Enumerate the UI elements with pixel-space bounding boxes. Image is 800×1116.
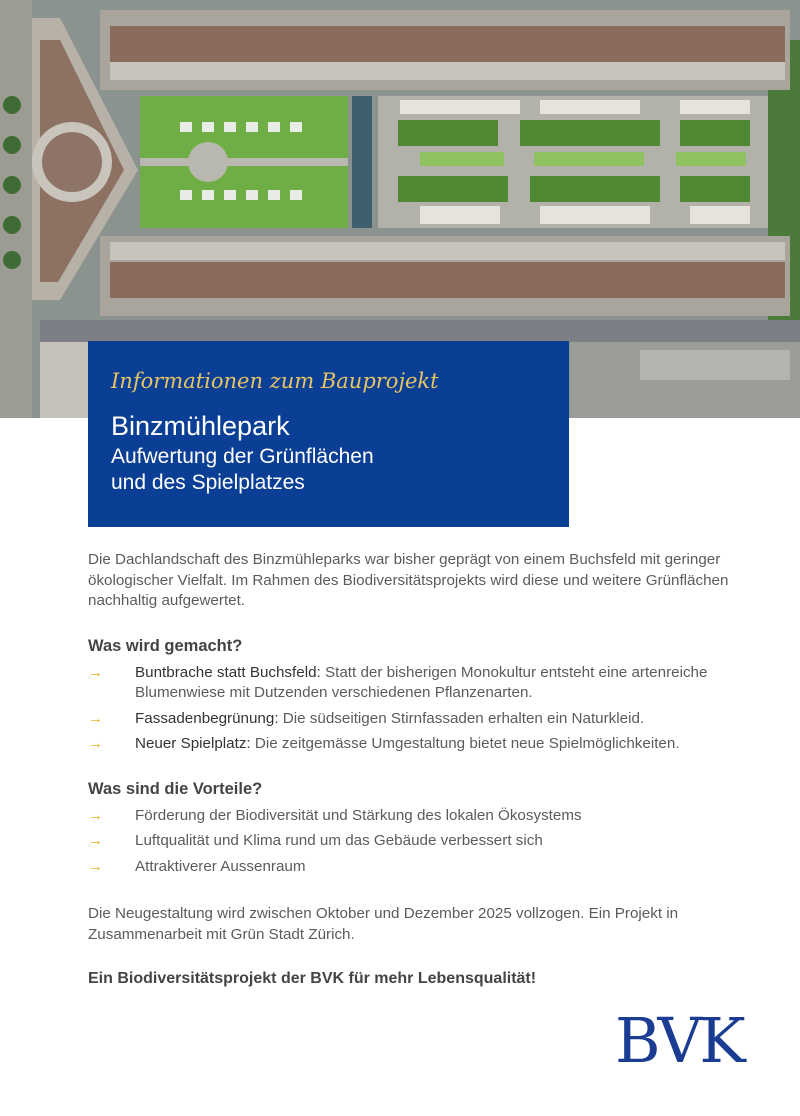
page-title: Binzmühlepark — [111, 411, 290, 441]
tagline: Ein Biodiversitätsprojekt der BVK für mehr Lebensqualität! — [88, 970, 537, 987]
list-item — [88, 709, 758, 730]
arrow-right-icon: → — [88, 663, 103, 681]
item-text: Die zeitgemässe Umgestaltung bietet neue Spielmöglichkeiten. — [254, 735, 680, 752]
bvk-logo: BVK — [615, 1004, 743, 1077]
item-text: Attraktiverer Aussenraum — [135, 857, 306, 875]
arrow-right-icon: → — [88, 709, 103, 727]
section-benefits-heading: Was sind die Vorteile? — [88, 779, 263, 798]
arrow-right-icon: → — [88, 735, 103, 752]
item-text: Statt der bisherigen Monokultur entsteht eine artenreiche Blumenwiese mit Dutzenden verschiedenen Pflanzenarten. — [135, 663, 708, 701]
benefits-list — [88, 806, 758, 878]
list-item — [88, 734, 758, 755]
arrow-right-icon: → — [88, 832, 103, 849]
list-item — [88, 806, 758, 827]
content-body — [88, 550, 758, 990]
arrow-right-icon: → — [88, 806, 103, 824]
item-term: Buntbrache statt Buchsfeld: — [135, 663, 321, 681]
item-text: Förderung der Biodiversität und Stärkung des lokalen Ökosystems — [135, 806, 582, 824]
section-what-heading: Was wird gemacht? — [88, 636, 243, 655]
what-list — [88, 663, 758, 755]
item-text: Luftqualität und Klima rund um das Gebäude verbessert sich — [135, 832, 543, 849]
item-term: Fassadenbegrünung: — [135, 709, 279, 727]
title-box — [88, 341, 569, 527]
subtitle-line-1: Aufwertung der Grünflächen — [111, 445, 374, 468]
closing-paragraph: Die Neugestaltung wird zwischen Oktober und Dezember 2025 vollzogen. Ein Projekt in Zusammenarbeit mit Grün Stadt Zürich. — [88, 905, 679, 943]
list-item — [88, 831, 758, 852]
intro-paragraph: Die Dachlandschaft des Binzmühleparks war bisher geprägt von einem Buchsfeld mit geringer ökologischer Vielfalt. Im Rahmen des Biodiversitätsprojekts wird diese und weitere Grünflächen nachhaltig aufgewertet. — [88, 551, 729, 609]
subtitle-line-2: und des Spielplatzes — [111, 471, 305, 494]
item-term: Neuer Spielplatz: — [135, 735, 251, 752]
item-text: Die südseitigen Stirnfassaden erhalten ein Naturkleid. — [282, 709, 645, 727]
arrow-right-icon: → — [88, 857, 103, 875]
list-item — [88, 857, 758, 878]
kicker-text: Informationen zum Bauprojekt — [111, 369, 439, 393]
list-item — [88, 663, 758, 704]
